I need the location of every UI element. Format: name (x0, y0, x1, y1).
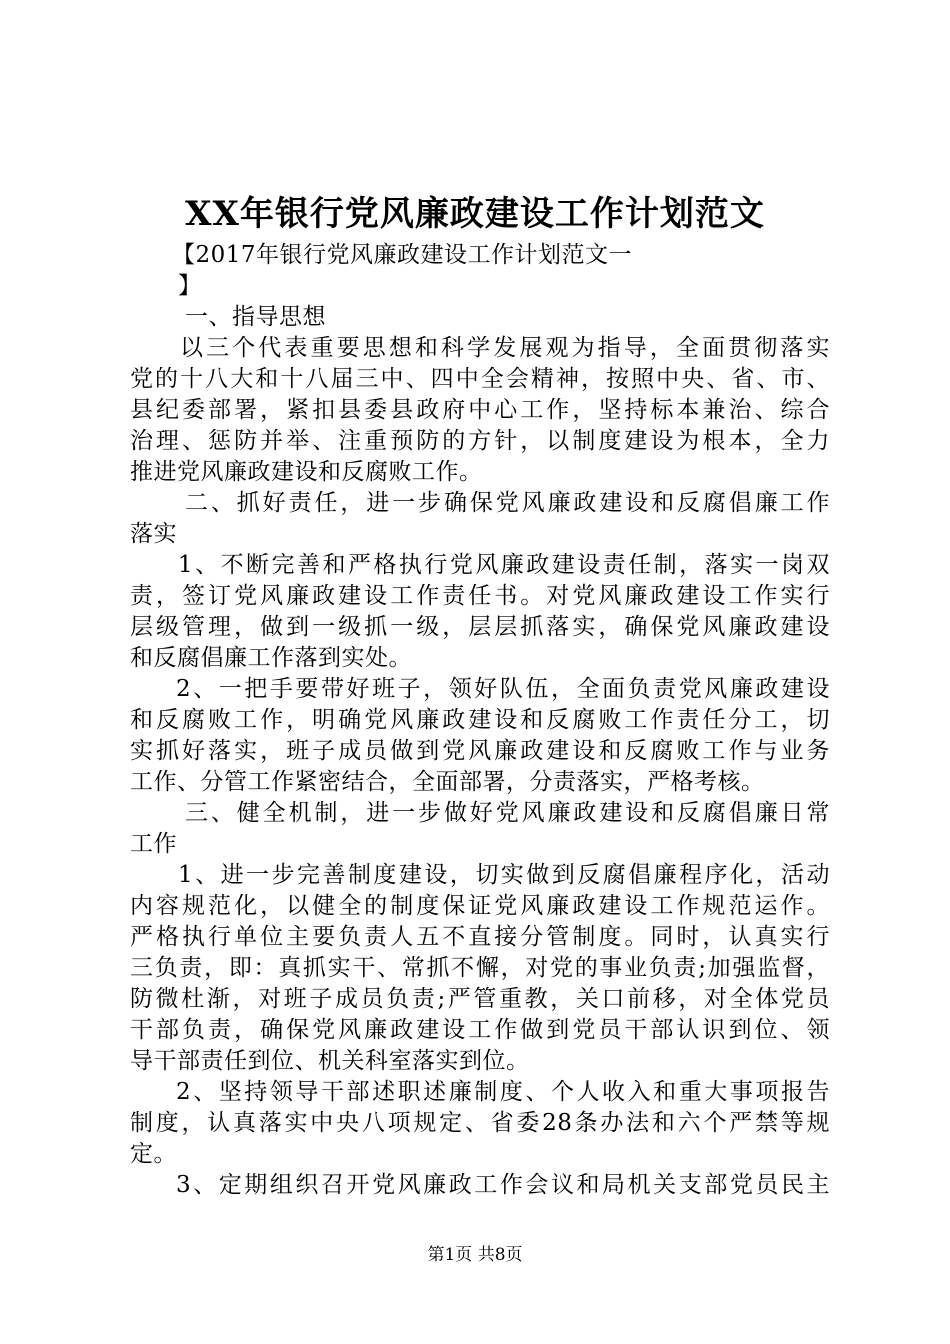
document-body (130, 240, 830, 1201)
body-line: 1、不断完善和严格执行党风廉政建设责任制，落实一岗双 (178, 552, 830, 578)
body-line: 内容规范化，以健全的制度保证党风廉政建设工作规范运作。 (130, 893, 830, 919)
body-line: 党的十八大和十八届三中、四中全会精神，按照中央、省、市、 (130, 366, 830, 392)
body-line: 3、定期组织召开党风廉政工作会议和局机关支部党员民主 (176, 1172, 830, 1198)
body-line: 以三个代表重要思想和科学发展观为指导，全面贯彻落实 (180, 335, 830, 361)
body-line: 实抓好落实，班子成员做到党风廉政建设和反腐败工作与业务 (130, 738, 830, 764)
body-line: 【2017年银行党风廉政建设工作计划范文一 (172, 242, 633, 268)
body-line: 干部负责，确保党风廉政建设工作做到党员干部认识到位、领 (130, 1017, 830, 1043)
body-line: 落实 (130, 521, 177, 547)
body-line: 防微杜渐，对班子成员负责;严管重教，关口前移，对全体党员 (130, 986, 830, 1012)
body-line: 县纪委部署，紧扣县委县政府中心工作，坚持标本兼治、综合 (130, 397, 830, 423)
body-line: 三、健全机制，进一步做好党风廉政建设和反腐倡廉日常 (185, 800, 830, 826)
body-line: 治理、惩防并举、注重预防的方针，以制度建设为根本，全力 (130, 428, 830, 454)
body-line: 】 (178, 273, 202, 299)
body-line: 推进党风廉政建设和反腐败工作。 (130, 459, 483, 485)
body-line: 严格执行单位主要负责人五不直接分管制度。同时，认真实行 (130, 924, 830, 950)
body-line: 和反腐倡廉工作落到实处。 (130, 645, 412, 671)
body-line: 二、抓好责任，进一步确保党风廉政建设和反腐倡廉工作 (185, 490, 830, 516)
body-line: 2、坚持领导干部述职述廉制度、个人收入和重大事项报告 (176, 1079, 830, 1105)
body-line: 1、进一步完善制度建设，切实做到反腐倡廉程序化，活动 (178, 862, 830, 888)
body-line: 责，签订党风廉政建设工作责任书。对党风廉政建设工作实行 (130, 583, 830, 609)
body-line: 工作 (130, 831, 177, 857)
body-line: 2、一把手要带好班子，领好队伍，全面负责党风廉政建设 (176, 676, 830, 702)
body-line: 三负责，即：真抓实干、常抓不懈，对党的事业负责;加强监督， (130, 955, 830, 981)
body-line: 制度，认真落实中央八项规定、省委28条办法和六个严禁等规 (130, 1110, 830, 1136)
body-line: 导干部责任到位、机关科室落实到位。 (130, 1048, 530, 1074)
document-title: XX年银行党风廉政建设工作计划范文 (185, 194, 765, 234)
page-footer: 第1页 共8页 (427, 1245, 523, 1265)
body-line: 一、指导思想 (185, 304, 326, 330)
body-line: 定。 (130, 1141, 177, 1167)
body-line: 和反腐败工作，明确党风廉政建设和反腐败工作责任分工，切 (130, 707, 830, 733)
body-line: 工作、分管工作紧密结合，全面部署，分责落实，严格考核。 (130, 769, 765, 795)
body-line: 层级管理，做到一级抓一级，层层抓落实，确保党风廉政建设 (130, 614, 830, 640)
